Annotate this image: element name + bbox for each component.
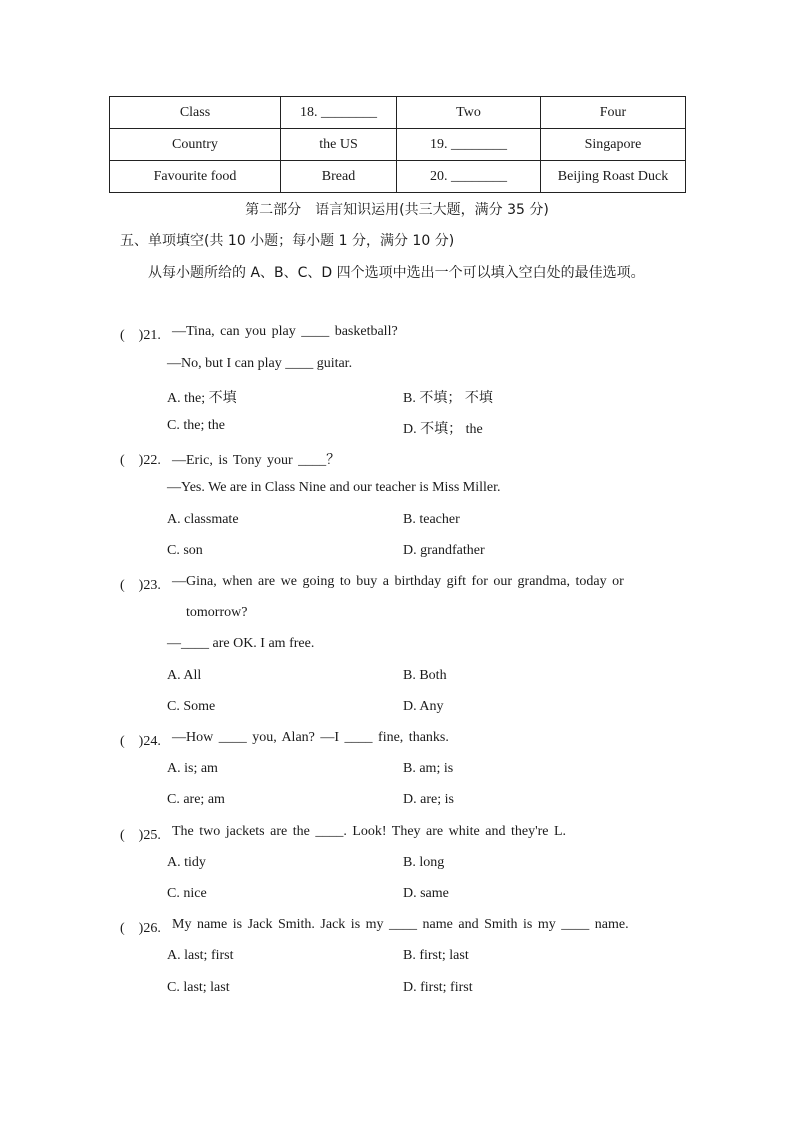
table-cell: Class xyxy=(110,97,281,129)
table-cell: Four xyxy=(541,97,686,129)
table-cell: Bread xyxy=(281,161,397,193)
question-number[interactable]: ( )26. xyxy=(120,921,161,936)
option-d[interactable]: D. 不填； the xyxy=(403,422,483,437)
table-cell: the US xyxy=(281,129,397,161)
option-c[interactable]: C. Some xyxy=(167,699,216,714)
option-d[interactable]: D. same xyxy=(403,886,449,901)
question-text: —Gina, when are we going to buy a birthday gift for our grandma, today or xyxy=(172,574,624,589)
option-a[interactable]: A. classmate xyxy=(167,512,239,527)
option-c[interactable]: C. son xyxy=(167,543,203,558)
option-a[interactable]: A. All xyxy=(167,668,202,683)
question-reply: —____ are OK. I am free. xyxy=(167,636,315,651)
table-cell: Beijing Roast Duck xyxy=(541,161,686,193)
option-a[interactable]: A. is; am xyxy=(167,761,218,776)
option-b[interactable]: B. long xyxy=(403,855,445,870)
question-number[interactable]: ( )23. xyxy=(120,578,161,593)
option-a[interactable]: A. last; first xyxy=(167,948,234,963)
table-row xyxy=(110,97,686,129)
option-b[interactable]: B. Both xyxy=(403,668,447,683)
option-b[interactable]: B. 不填； 不填 xyxy=(403,391,493,406)
question-number[interactable]: ( )24. xyxy=(120,734,161,749)
info-table xyxy=(109,96,686,193)
option-b[interactable]: B. teacher xyxy=(403,512,460,527)
option-d[interactable]: D. Any xyxy=(403,699,444,714)
option-c[interactable]: C. nice xyxy=(167,886,207,901)
table-row xyxy=(110,129,686,161)
question-text: My name is Jack Smith. Jack is my ____ name and Smith is my ____ name. xyxy=(172,917,629,932)
question-text: The two jackets are the ____. Look! They are white and they're L. xyxy=(172,824,567,839)
option-b[interactable]: B. am; is xyxy=(403,761,454,776)
question-reply: —Yes. We are in Class Nine and our teacher is Miss Miller. xyxy=(167,480,501,495)
option-a[interactable]: A. the; 不填 xyxy=(167,391,237,406)
question-text-continued: tomorrow? xyxy=(186,605,248,620)
option-d[interactable]: D. grandfather xyxy=(403,543,485,558)
option-d[interactable]: D. are; is xyxy=(403,792,454,807)
table-cell: Favourite food xyxy=(110,161,281,193)
instructions: 从每小题所给的 A、B、C、D 四个选项中选出一个可以填入空白处的最佳选项。 xyxy=(148,265,645,281)
option-c[interactable]: C. last; last xyxy=(167,980,230,995)
table-cell: Two xyxy=(397,97,541,129)
question-number[interactable]: ( )22. xyxy=(120,453,161,468)
section-title: 五、单项填空(共 10 小题；每小题 1 分，满分 10 分) xyxy=(120,233,455,249)
question-text: —How ____ you, Alan? —I ____ fine, thanks. xyxy=(172,730,449,745)
option-b[interactable]: B. first; last xyxy=(403,948,469,963)
option-c[interactable]: C. are; am xyxy=(167,792,225,807)
question-reply: —No, but I can play ____ guitar. xyxy=(167,356,353,371)
table-row xyxy=(110,161,686,193)
option-c[interactable]: C. the; the xyxy=(167,418,225,433)
part-title: 第二部分 语言知识运用(共三大题，满分 35 分) xyxy=(245,202,549,218)
table-cell: Country xyxy=(110,129,281,161)
question-text: —Eric, is Tony your ____？ xyxy=(172,453,341,468)
option-d[interactable]: D. first; first xyxy=(403,980,473,995)
table-cell: 19. ________ xyxy=(397,129,541,161)
question-text: —Tina, can you play ____ basketball? xyxy=(172,324,398,339)
question-number[interactable]: ( )25. xyxy=(120,828,161,843)
table-cell: 18. ________ xyxy=(281,97,397,129)
table-cell: 20. ________ xyxy=(397,161,541,193)
table-cell: Singapore xyxy=(541,129,686,161)
question-number[interactable]: ( )21. xyxy=(120,328,161,343)
option-a[interactable]: A. tidy xyxy=(167,855,206,870)
